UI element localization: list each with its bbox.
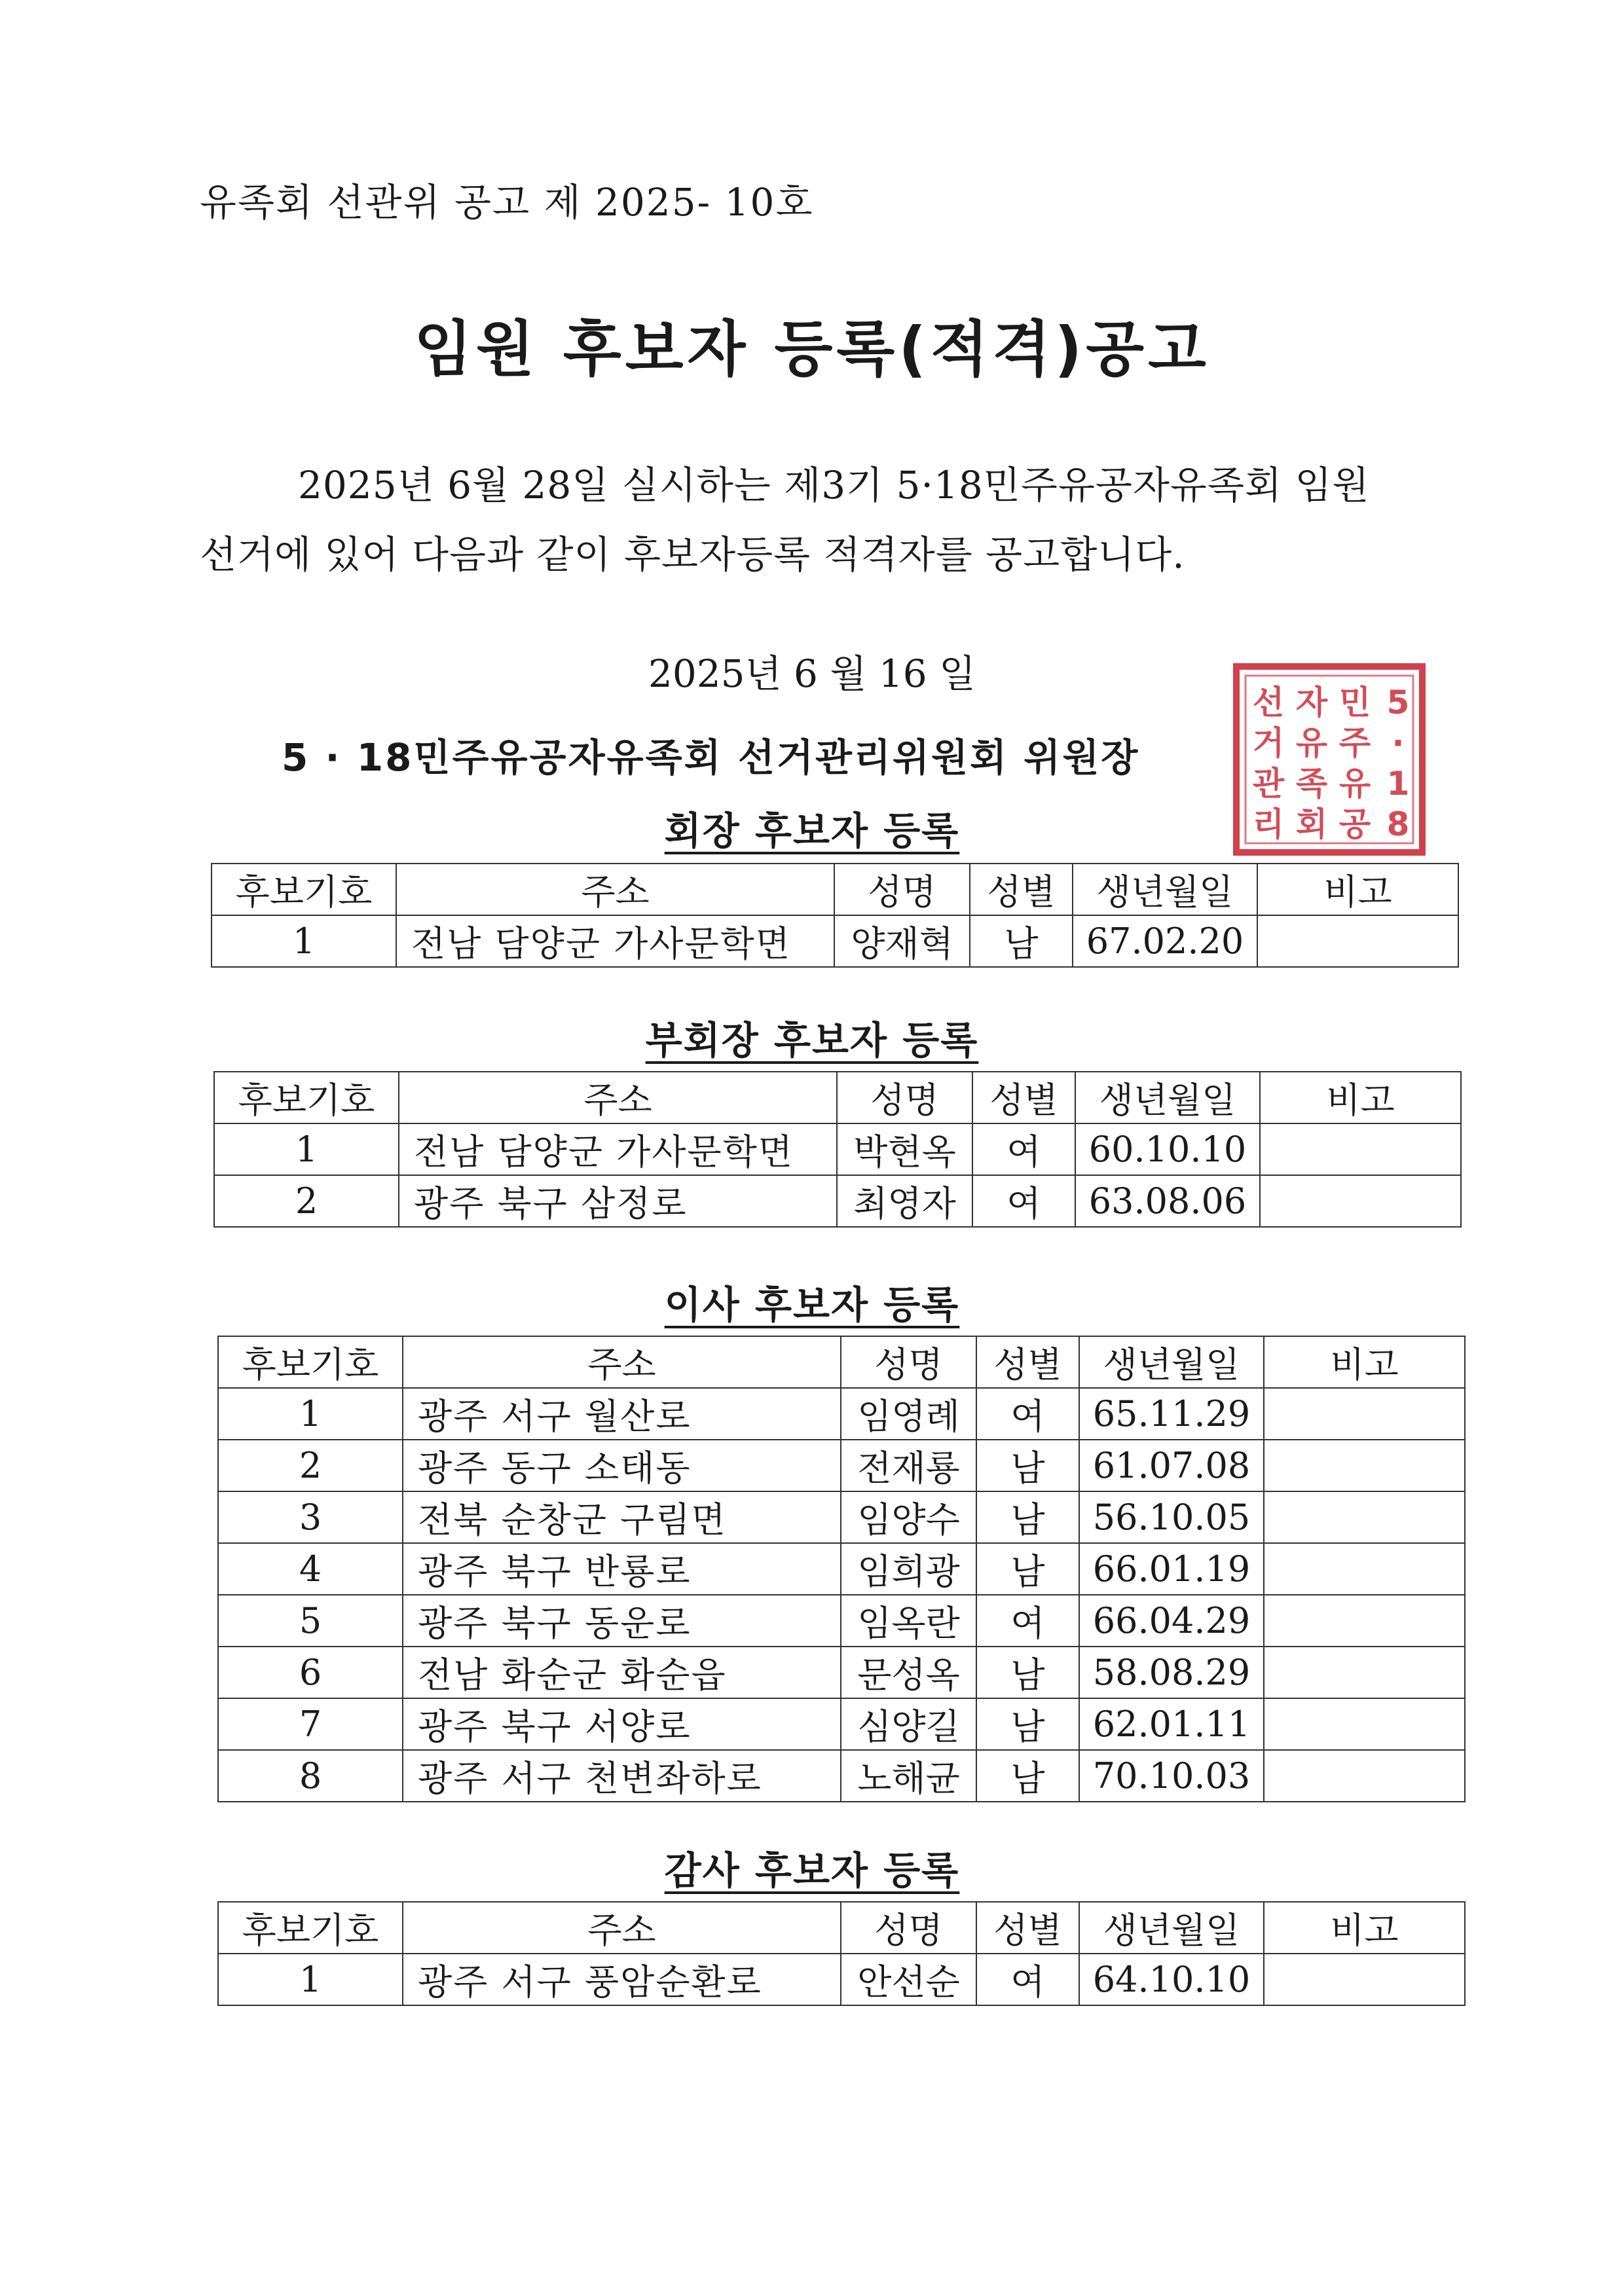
table-cell: 1 <box>212 915 396 967</box>
table-cell: 양재혁 <box>834 915 970 967</box>
table-cell: 전북 순창군 구림면 <box>403 1491 841 1543</box>
seal-glyph: · <box>1392 724 1405 762</box>
section-title <box>0 1010 1624 1065</box>
table-cell: 안선순 <box>841 1954 976 2005</box>
table-cell: 전남 화순군 화순읍 <box>403 1647 841 1698</box>
table-cell: 문성옥 <box>841 1647 976 1698</box>
column-header: 후보기호 <box>218 1902 403 1954</box>
column-header: 성명 <box>841 1902 976 1954</box>
seal-glyph: 선 <box>1252 683 1285 721</box>
table-cell: 광주 북구 반룡로 <box>403 1543 841 1595</box>
table-cell: 광주 북구 서양로 <box>403 1698 841 1750</box>
table-cell <box>1264 1647 1465 1698</box>
table-cell: 5 <box>218 1595 403 1647</box>
table-cell <box>1260 1175 1461 1227</box>
seal-glyph: 1 <box>1386 765 1410 803</box>
column-header: 성별 <box>972 1072 1075 1123</box>
table-cell: 광주 북구 동운로 <box>403 1595 841 1647</box>
table-cell: 7 <box>218 1698 403 1750</box>
column-header: 주소 <box>403 1336 841 1388</box>
table-cell: 남 <box>970 915 1073 967</box>
seal-glyph: 거 <box>1252 724 1285 762</box>
table-cell: 65.11.29 <box>1079 1388 1264 1440</box>
table-cell <box>1264 1595 1465 1647</box>
table-cell: 여 <box>976 1595 1079 1647</box>
seal-glyph: 민 <box>1338 683 1371 721</box>
table-row <box>218 1491 1465 1543</box>
column-header: 비고 <box>1264 1902 1465 1954</box>
table-cell: 박현옥 <box>837 1123 972 1175</box>
table-cell: 임양수 <box>841 1491 976 1543</box>
seal-glyph: 관 <box>1252 765 1285 803</box>
column-header: 후보기호 <box>218 1336 403 1388</box>
column-header: 생년월일 <box>1079 1902 1264 1954</box>
section-title <box>0 1840 1624 1895</box>
table-cell: 66.01.19 <box>1079 1543 1264 1595</box>
table-row <box>218 1954 1465 2005</box>
seal-glyph: 5 <box>1386 683 1410 721</box>
table-cell: 최영자 <box>837 1175 972 1227</box>
table-cell: 남 <box>976 1491 1079 1543</box>
table-cell: 남 <box>976 1750 1079 1802</box>
table-cell: 70.10.03 <box>1079 1750 1264 1802</box>
column-header: 비고 <box>1260 1072 1461 1123</box>
table-cell <box>1264 1543 1465 1595</box>
page-title: 임원 후보자 등록(적격)공고 <box>414 314 1210 384</box>
table-cell <box>1264 1388 1465 1440</box>
column-header: 주소 <box>403 1902 841 1954</box>
table-cell: 61.07.08 <box>1079 1440 1264 1491</box>
column-header: 주소 <box>396 864 834 915</box>
section-title-text: 회장 후보자 등록 <box>664 809 960 853</box>
table-cell <box>1264 1698 1465 1750</box>
table-cell: 광주 북구 삼정로 <box>399 1175 837 1227</box>
seal-glyph: 회 <box>1295 805 1328 843</box>
column-header: 비고 <box>1264 1336 1465 1388</box>
table-cell <box>1260 1123 1461 1175</box>
table-cell <box>1257 915 1458 967</box>
table-cell: 60.10.10 <box>1075 1123 1260 1175</box>
notice-number: 유족회 선관위 공고 제 2025- 10호 <box>200 180 814 225</box>
table-cell: 전재룡 <box>841 1440 976 1491</box>
table-row <box>218 1698 1465 1750</box>
column-header: 성별 <box>970 864 1073 915</box>
table-cell: 1 <box>218 1954 403 2005</box>
column-header: 후보기호 <box>214 1072 399 1123</box>
table-row <box>218 1388 1465 1440</box>
seal-glyph: 주 <box>1338 724 1371 762</box>
table-row <box>218 1750 1465 1802</box>
candidate-table <box>217 1901 1466 2006</box>
table-cell: 남 <box>976 1647 1079 1698</box>
seal-glyph: 리 <box>1252 805 1285 843</box>
table-row <box>218 1543 1465 1595</box>
table-cell <box>1264 1491 1465 1543</box>
table-cell: 62.01.11 <box>1079 1698 1264 1750</box>
table-cell: 노해균 <box>841 1750 976 1802</box>
section-title-text: 감사 후보자 등록 <box>664 1848 960 1893</box>
column-header: 성명 <box>841 1336 976 1388</box>
table-cell: 남 <box>976 1543 1079 1595</box>
table-cell: 여 <box>972 1175 1075 1227</box>
section-title <box>0 800 1624 855</box>
table-cell: 3 <box>218 1491 403 1543</box>
table-cell: 여 <box>976 1954 1079 2005</box>
table-cell: 광주 서구 천변좌하로 <box>403 1750 841 1802</box>
table-header-row <box>218 1902 1465 1954</box>
table-row <box>212 915 1458 967</box>
table-row <box>218 1647 1465 1698</box>
column-header: 생년월일 <box>1075 1072 1260 1123</box>
sender-title: 5 · 18민주유공자유족회 선거관리위원회 위원장 <box>282 735 1140 780</box>
column-header: 생년월일 <box>1073 864 1257 915</box>
seal-glyph: 족 <box>1295 765 1328 803</box>
table-cell: 전남 담양군 가사문학면 <box>396 915 834 967</box>
candidate-table <box>213 1071 1462 1228</box>
table-cell: 4 <box>218 1543 403 1595</box>
table-cell: 임희광 <box>841 1543 976 1595</box>
body-line-2: 선거에 있어 다음과 같이 후보자등록 적격자를 공고합니다. <box>200 532 1185 577</box>
column-header: 성별 <box>976 1902 1079 1954</box>
seal-glyph: 8 <box>1386 805 1410 843</box>
table-cell: 67.02.20 <box>1073 915 1257 967</box>
section-title-text: 이사 후보자 등록 <box>664 1283 960 1327</box>
column-header: 성명 <box>837 1072 972 1123</box>
table-cell: 56.10.05 <box>1079 1491 1264 1543</box>
column-header: 주소 <box>399 1072 837 1123</box>
table-header-row <box>212 864 1458 915</box>
table-row <box>218 1595 1465 1647</box>
table-row <box>214 1123 1461 1175</box>
table-cell: 58.08.29 <box>1079 1647 1264 1698</box>
section-title <box>0 1274 1624 1329</box>
notice-date: 2025년 6 월 16 일 <box>648 651 976 696</box>
column-header: 후보기호 <box>212 864 396 915</box>
table-cell: 63.08.06 <box>1075 1175 1260 1227</box>
table-cell: 광주 동구 소태동 <box>403 1440 841 1491</box>
table-cell: 전남 담양군 가사문학면 <box>399 1123 837 1175</box>
section-title-text: 부회장 후보자 등록 <box>645 1018 979 1063</box>
seal-glyph: 유 <box>1295 724 1328 762</box>
table-cell: 1 <box>214 1123 399 1175</box>
table-cell: 광주 서구 풍암순환로 <box>403 1954 841 2005</box>
seal-glyph: 자 <box>1295 683 1328 721</box>
table-cell: 8 <box>218 1750 403 1802</box>
column-header: 비고 <box>1257 864 1458 915</box>
body-line-1: 2025년 6월 28일 실시하는 제3기 5·18민주유공자유족회 임원 <box>298 463 1370 507</box>
table-cell: 남 <box>976 1440 1079 1491</box>
table-cell <box>1264 1954 1465 2005</box>
candidate-table <box>211 863 1459 968</box>
table-cell: 남 <box>976 1698 1079 1750</box>
table-cell: 임옥란 <box>841 1595 976 1647</box>
table-cell: 임영례 <box>841 1388 976 1440</box>
table-cell: 64.10.10 <box>1079 1954 1264 2005</box>
table-cell: 2 <box>214 1175 399 1227</box>
column-header: 성명 <box>834 864 970 915</box>
table-header-row <box>214 1072 1461 1123</box>
table-row <box>218 1440 1465 1491</box>
table-cell <box>1264 1750 1465 1802</box>
table-cell: 1 <box>218 1388 403 1440</box>
table-cell: 여 <box>976 1388 1079 1440</box>
seal-glyph: 유 <box>1338 765 1371 803</box>
candidate-table <box>217 1336 1466 1802</box>
table-cell: 광주 서구 월산로 <box>403 1388 841 1440</box>
seal-glyph: 공 <box>1338 805 1371 843</box>
table-cell: 심양길 <box>841 1698 976 1750</box>
column-header: 생년월일 <box>1079 1336 1264 1388</box>
table-cell: 여 <box>972 1123 1075 1175</box>
table-cell: 2 <box>218 1440 403 1491</box>
table-cell <box>1264 1440 1465 1491</box>
column-header: 성별 <box>976 1336 1079 1388</box>
table-row <box>214 1175 1461 1227</box>
table-cell: 66.04.29 <box>1079 1595 1264 1647</box>
table-cell: 6 <box>218 1647 403 1698</box>
table-header-row <box>218 1336 1465 1388</box>
